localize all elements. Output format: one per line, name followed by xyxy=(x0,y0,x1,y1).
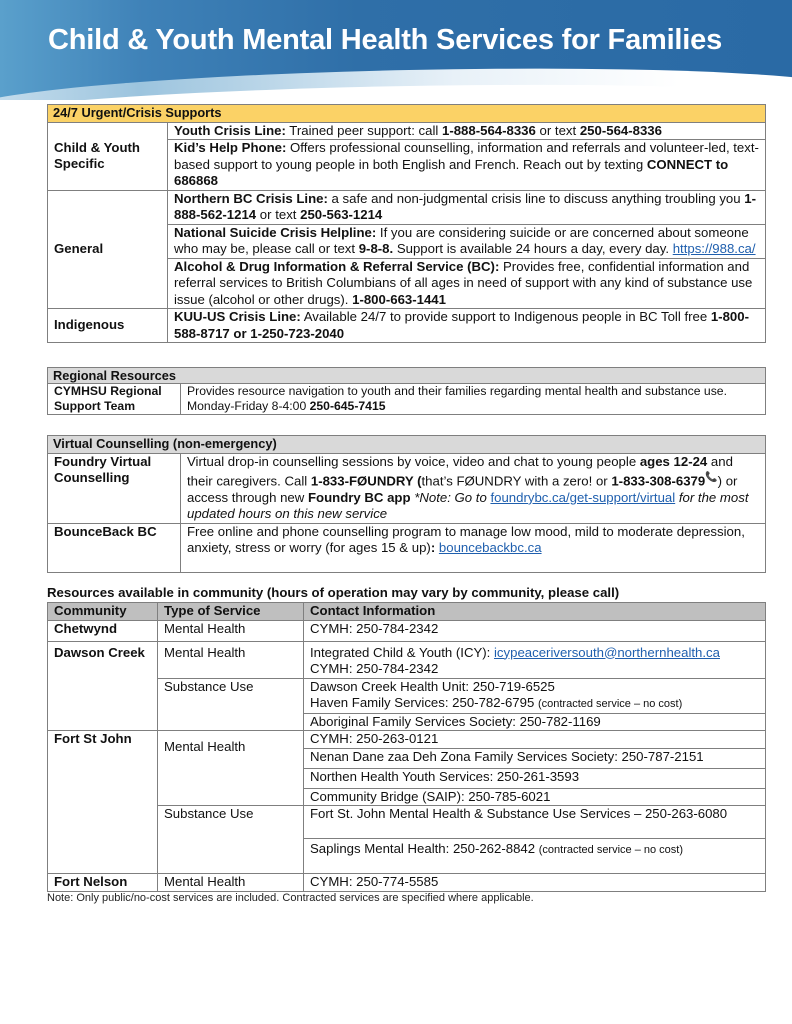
column-header: Contact Information xyxy=(304,603,766,621)
section-heading: 24/7 Urgent/Crisis Supports xyxy=(48,105,766,123)
contact-info: Integrated Child & Youth (ICY): icypeaceriversouth@northernhealth.ca CYMH: 250-784-2342 xyxy=(304,641,766,678)
community-name: Chetwynd xyxy=(48,620,158,641)
service-entry: KUU-US Crisis Line: Available 24/7 to provide support to Indigenous people in BC Toll free 1-800-588-8717 or 1-250-723-2040 xyxy=(168,309,766,343)
service-entry: Northern BC Crisis Line: a safe and non-judgmental crisis line to discuss anything troubling you 1-888-562-1214 or text 250-563-1214 xyxy=(168,190,766,224)
icy-email-link[interactable]: icypeaceriversouth@northernhealth.ca xyxy=(494,644,720,660)
service-type: Mental Health xyxy=(158,641,304,678)
category-label: General xyxy=(48,190,168,309)
phone-icon[interactable]: 📞 xyxy=(705,472,718,483)
service-entry: Youth Crisis Line: Trained peer support: call 1-888-564-8336 or text 250-564-8336 xyxy=(168,122,766,140)
contact-info: Nenan Dane zaa Deh Zona Family Services Society: 250-787-2151 xyxy=(304,748,766,768)
urgent-crisis-table xyxy=(47,104,766,343)
community-resources-table xyxy=(47,602,766,892)
resource-description: Provides resource navigation to youth and their families regarding mental health and substance use. Monday-Friday 8-4:00 250-645-7415 xyxy=(181,384,766,415)
table-row xyxy=(48,620,766,641)
table-row xyxy=(48,731,766,749)
resource-description: Virtual drop-in counselling sessions by voice, video and chat to young people ages 12-24 and their caregivers. Call 1-833-FØUNDRY (that’s FØUNDRY with a zero! or 1-833-308-6379📞) or access through new Foundry BC app *Note: Go to foundrybc.ca/get-support/virtual for the most updated hours on this new service xyxy=(181,453,766,523)
988-link[interactable]: https://988.ca/ xyxy=(672,241,756,256)
service-type: Substance Use xyxy=(158,678,304,731)
table-row xyxy=(48,641,766,678)
column-header: Community xyxy=(48,603,158,621)
header-banner xyxy=(0,0,792,100)
service-type: Mental Health xyxy=(158,874,304,892)
service-type: Mental Health xyxy=(158,731,304,806)
bounceback-link[interactable]: bouncebackbc.ca xyxy=(438,540,542,556)
contact-info: Northen Health Youth Services: 250-261-3593 xyxy=(304,768,766,788)
contact-info: Fort St. John Mental Health & Substance Use Services – 250-263-6080 xyxy=(304,806,766,839)
service-type: Mental Health xyxy=(158,620,304,641)
service-entry: Alcohol & Drug Information & Referral Service (BC): Provides free, confidential information and referral services to British Columbians of all ages in need of support with any kind of substance use issue (alcohol or other drugs). 1-800-663-1441 xyxy=(168,258,766,309)
contact-info: Dawson Creek Health Unit: 250-719-6525 Haven Family Services: 250-782-6795 (contracted service – no cost) xyxy=(304,678,766,713)
contact-info: Community Bridge (SAIP): 250-785-6021 xyxy=(304,788,766,806)
page-title: Child & Youth Mental Health Services for Families xyxy=(48,24,723,56)
community-caption: Resources available in community (hours of operation may vary by community, please call) xyxy=(47,585,620,600)
contact-info: CYMH: 250-774-5585 xyxy=(304,874,766,892)
resource-name: Foundry Virtual Counselling xyxy=(48,453,181,523)
category-label: Child & Youth Specific xyxy=(48,122,168,190)
virtual-counselling-table xyxy=(47,435,766,573)
resource-name: CYMHSU Regional Support Team xyxy=(48,384,181,415)
service-entry: National Suicide Crisis Helpline: If you are considering suicide or are concerned about someone who may be, please call or text 9-8-8. Support is available 24 hours a day, every day. https://988.ca/ xyxy=(168,224,766,258)
footnote: Note: Only public/no-cost services are included. Contracted services are specified where applicable. xyxy=(47,892,534,904)
contact-info: CYMH: 250-263-0121 xyxy=(304,731,766,749)
section-heading: Virtual Counselling (non-emergency) xyxy=(48,436,766,454)
foundry-link[interactable]: foundrybc.ca/get-support/virtual xyxy=(490,489,676,505)
community-name: Fort Nelson xyxy=(48,874,158,892)
contact-info: CYMH: 250-784-2342 xyxy=(304,620,766,641)
column-header: Type of Service xyxy=(158,603,304,621)
regional-resources-table xyxy=(47,367,766,415)
section-heading: Regional Resources xyxy=(48,368,766,384)
resource-name: BounceBack BC xyxy=(48,523,181,572)
category-label: Indigenous xyxy=(48,309,168,343)
service-entry: Kid’s Help Phone: Offers professional counselling, information and referrals and volunteer-led, text-based support to young people in both English and French. Reach out by texting CONNECT to 686868 xyxy=(168,140,766,191)
resource-description: Free online and phone counselling program to manage low mood, mild to moderate depression, anxiety, stress or worry (for ages 15 & up): bouncebackbc.ca xyxy=(181,523,766,572)
table-row xyxy=(48,874,766,892)
service-type: Substance Use xyxy=(158,806,304,874)
contact-info: Aboriginal Family Services Society: 250-782-1169 xyxy=(304,713,766,731)
contact-info: Saplings Mental Health: 250-262-8842 (contracted service – no cost) xyxy=(304,839,766,874)
community-name: Fort St John xyxy=(48,731,158,874)
community-name: Dawson Creek xyxy=(48,641,158,731)
